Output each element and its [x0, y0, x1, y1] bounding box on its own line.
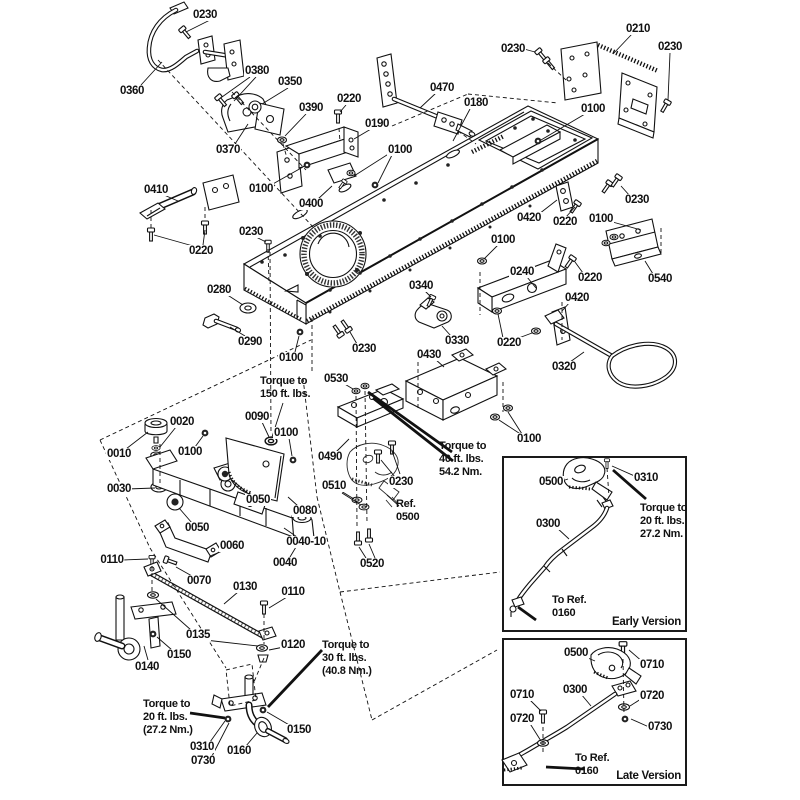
part-label-0350: 0350: [278, 76, 302, 88]
part-label-0370: 0370: [216, 144, 240, 156]
part-label-0020: 0020: [170, 416, 194, 428]
part-label-0220: 0220: [337, 93, 361, 105]
part-label-0500: 0500: [539, 476, 563, 488]
ref-note-0160-early: To Ref. 0160: [552, 594, 587, 619]
part-label-0060: 0060: [220, 540, 244, 552]
part-label-0720: 0720: [640, 690, 664, 702]
part-label-0490: 0490: [318, 451, 342, 463]
torque-note-20-early: Torque to 20 ft. lbs. 27.2 Nm.: [640, 502, 688, 540]
part-label-0520: 0520: [360, 558, 384, 570]
part-label-0230: 0230: [658, 41, 682, 53]
part-label-0140: 0140: [135, 661, 159, 673]
part-label-0110: 0110: [100, 554, 124, 566]
part-label-0190: 0190: [365, 118, 389, 130]
part-label-0230: 0230: [625, 194, 649, 206]
part-label-0150: 0150: [167, 649, 191, 661]
part-label-0100: 0100: [589, 213, 613, 225]
inset-late-art: [502, 642, 641, 772]
part-label-0100: 0100: [491, 234, 515, 246]
part-label-0540: 0540: [648, 273, 672, 285]
part-label-0130: 0130: [233, 581, 257, 593]
inset-title: Late Version: [616, 770, 681, 782]
torque-note-150: Torque to 150 ft. lbs.: [260, 375, 311, 400]
torque-note-20: Torque to 20 ft. lbs. (27.2 Nm.): [143, 698, 193, 736]
part-label-0500: 0500: [564, 647, 588, 659]
part-label-0150: 0150: [287, 724, 311, 736]
part-label-0380: 0380: [245, 65, 269, 77]
part-label-0400: 0400: [299, 198, 323, 210]
part-label-0230: 0230: [389, 476, 413, 488]
part-label-0420: 0420: [517, 212, 541, 224]
torque-note-30: Torque to 30 ft. lbs. (40.8 Nm.): [322, 639, 372, 677]
part-label-0100: 0100: [517, 433, 541, 445]
part-label-0310: 0310: [190, 741, 214, 753]
part-label-0110: 0110: [281, 586, 305, 598]
part-label-0230: 0230: [239, 226, 263, 238]
part-label-0320: 0320: [552, 361, 576, 373]
part-label-0290: 0290: [238, 336, 262, 348]
part-label-0100: 0100: [274, 427, 298, 439]
part-label-0730: 0730: [191, 755, 215, 767]
part-label-0070: 0070: [187, 575, 211, 587]
part-label-0280: 0280: [207, 284, 231, 296]
part-label-0100: 0100: [178, 446, 202, 458]
part-label-0030: 0030: [107, 483, 131, 495]
lift-link-art: [377, 54, 476, 137]
part-label-0090: 0090: [245, 411, 269, 423]
part-label-0720: 0720: [510, 713, 534, 725]
part-label-0180: 0180: [464, 97, 488, 109]
part-label-0530: 0530: [324, 373, 348, 385]
part-label-0430: 0430: [417, 349, 441, 361]
part-label-0220: 0220: [578, 272, 602, 284]
part-label-0010: 0010: [107, 448, 131, 460]
part-label-0300: 0300: [563, 684, 587, 696]
part-label-0135: 0135: [186, 629, 210, 641]
part-label-0210: 0210: [626, 23, 650, 35]
part-label-0710: 0710: [640, 659, 664, 671]
part-label-0710: 0710: [510, 689, 534, 701]
part-label-0120: 0120: [281, 639, 305, 651]
part-label-0230: 0230: [193, 9, 217, 21]
part-label-0220: 0220: [497, 337, 521, 349]
part-label-0300: 0300: [536, 518, 560, 530]
part-label-0080: 0080: [293, 505, 317, 517]
part-label-0160: 0160: [227, 745, 251, 757]
part-label-0340: 0340: [409, 280, 433, 292]
part-label-0220: 0220: [553, 216, 577, 228]
part-label-0040: 0040: [273, 557, 297, 569]
ref-note-0160-late: To Ref. 0160: [575, 752, 610, 777]
inset-title: Early Version: [612, 616, 681, 628]
part-label-0050: 0050: [246, 494, 270, 506]
part-label-0100: 0100: [581, 103, 605, 115]
part-label-0050: 0050: [185, 522, 209, 534]
part-label-0470: 0470: [430, 82, 454, 94]
ref-note-0500: Ref. 0500: [396, 498, 420, 523]
part-label-0100: 0100: [388, 144, 412, 156]
part-label-0330: 0330: [445, 335, 469, 347]
part-label-0230: 0230: [501, 43, 525, 55]
part-label-0310: 0310: [634, 472, 658, 484]
part-label-0100: 0100: [279, 352, 303, 364]
upper-brackets-art: [214, 91, 378, 193]
part-label-0230: 0230: [352, 343, 376, 355]
part-label-0420: 0420: [565, 292, 589, 304]
part-label-0100: 0100: [249, 183, 273, 195]
part-label-0040-10: 0040-10: [286, 536, 326, 548]
part-label-0390: 0390: [299, 102, 323, 114]
part-label-0410: 0410: [144, 184, 168, 196]
torque-note-40: Torque to 40 ft. lbs. 54.2 Nm.: [439, 440, 487, 478]
part-label-0240: 0240: [510, 266, 534, 278]
frame-art: [244, 106, 598, 335]
part-label-0730: 0730: [648, 721, 672, 733]
part-label-0360: 0360: [120, 85, 144, 97]
part-label-0510: 0510: [322, 480, 346, 492]
part-label-0220: 0220: [189, 245, 213, 257]
